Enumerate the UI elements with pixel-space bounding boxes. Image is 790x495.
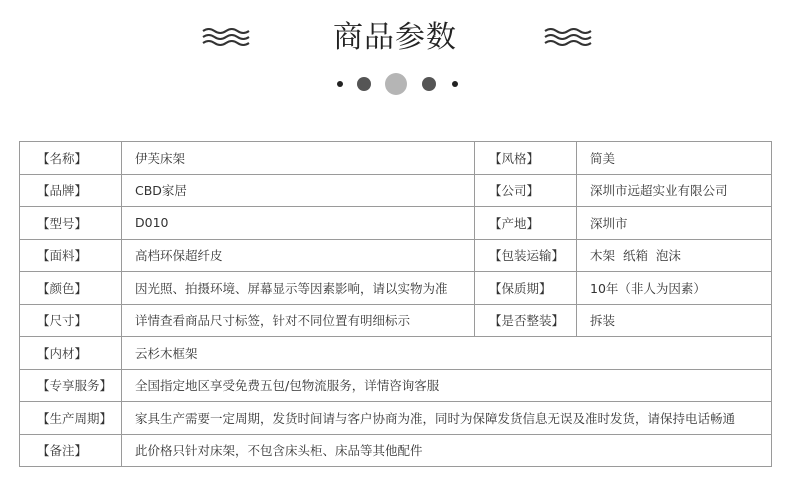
dot-icon [337,81,343,87]
param-label: 【产地】 [475,207,577,240]
page-title: 商品参数 [333,20,457,55]
section-header [0,0,790,110]
param-label: 【品牌】 [20,174,122,207]
param-label: 【内材】 [20,337,122,370]
param-value: 高档环保超纤皮 [122,239,475,272]
table-row [20,434,772,467]
param-label: 【保质期】 [475,272,577,305]
param-label: 【生产周期】 [20,402,122,435]
dot-icon [357,77,371,91]
param-value: 详情查看商品尺寸标签，针对不同位置有明细标示 [122,304,475,337]
table-row [20,337,772,370]
table-row [20,272,772,305]
param-value: CBD家居 [122,174,475,207]
wave-ornament-right-icon [544,26,592,52]
table-row [20,369,772,402]
param-value: 云杉木框架 [122,337,772,370]
param-label: 【尺寸】 [20,304,122,337]
table-row [20,207,772,240]
table-row [20,304,772,337]
table-row [20,142,772,175]
param-value: 伊芙床架 [122,142,475,175]
param-label: 【公司】 [475,174,577,207]
param-value: 家具生产需要一定周期，发货时间请与客户协商为准，同时为保障发货信息无误及准时发货，请保持电话畅通 [122,402,772,435]
param-label: 【型号】 [20,207,122,240]
param-value: 此价格只针对床架，不包含床头柜、床品等其他配件 [122,434,772,467]
param-value: 深圳市 [577,207,772,240]
product-params-table [19,141,772,467]
param-value: 全国指定地区享受免费五包/包物流服务，详情咨询客服 [122,369,772,402]
param-label: 【风格】 [475,142,577,175]
param-label: 【颜色】 [20,272,122,305]
param-label: 【面料】 [20,239,122,272]
param-label: 【包装运输】 [475,239,577,272]
param-value: 木架 纸箱 泡沫 [577,239,772,272]
param-value: 因光照、拍摄环境、屏幕显示等因素影响，请以实物为准 [122,272,475,305]
param-value: 拆装 [577,304,772,337]
decorative-dots [0,72,790,96]
param-value: 简美 [577,142,772,175]
param-label: 【备注】 [20,434,122,467]
param-value: D010 [122,207,475,240]
dot-icon [385,73,407,95]
param-label: 【名称】 [20,142,122,175]
dot-icon [422,77,436,91]
param-value: 10年（非人为因素） [577,272,772,305]
dot-icon [452,81,458,87]
param-label: 【专享服务】 [20,369,122,402]
table-row [20,402,772,435]
param-label: 【是否整装】 [475,304,577,337]
table-row [20,174,772,207]
param-value: 深圳市远超实业有限公司 [577,174,772,207]
table-row [20,239,772,272]
